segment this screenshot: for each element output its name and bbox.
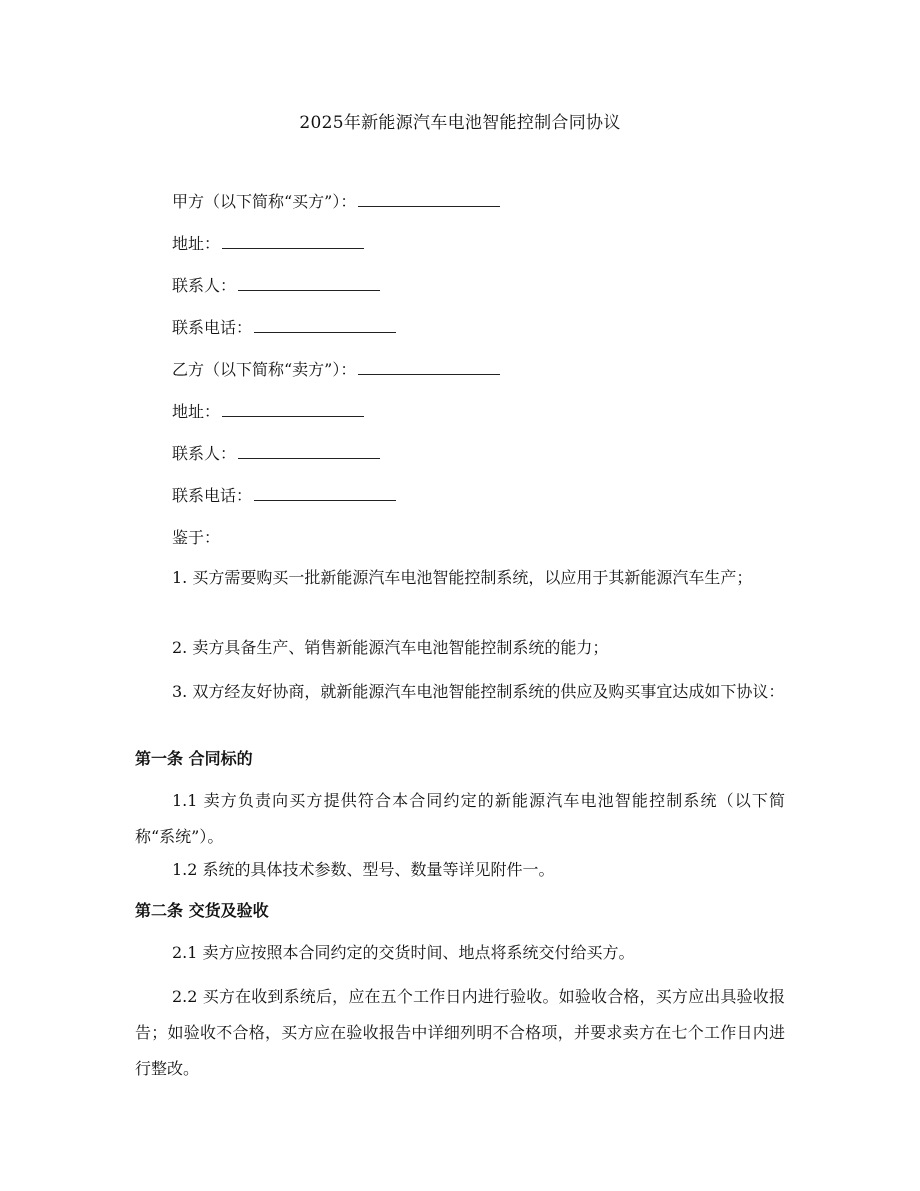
party-b-name-line bbox=[172, 360, 500, 380]
party-a-name-label: 甲方（以下简称“买方”）： bbox=[172, 192, 357, 211]
party-a-phone-blank bbox=[254, 318, 396, 333]
party-b-name-blank bbox=[358, 360, 500, 375]
party-b-contact-blank bbox=[238, 444, 380, 459]
whereas-item-3: 3. 双方经友好协商，就新能源汽车电池智能控制系统的供应及购买事宜达成如下协议： bbox=[172, 682, 785, 701]
party-a-contact-label: 联系人： bbox=[172, 276, 237, 295]
party-a-address-line bbox=[172, 234, 364, 254]
party-b-address-line bbox=[172, 402, 364, 422]
document-title: 2025年新能源汽车电池智能控制合同协议 bbox=[299, 113, 621, 133]
article-2-clause-2: 2.2 买方在收到系统后，应在五个工作日内进行验收。如验收合格，买方应出具验收报告；如验收不合格，买方应在验收报告中详细列明不合格项，并要求卖方在七个工作日内进行整改。 bbox=[135, 987, 785, 1078]
party-b-contact-line bbox=[172, 444, 380, 464]
party-b-address-blank bbox=[222, 402, 364, 417]
whereas-item-2: 2. 卖方具备生产、销售新能源汽车电池智能控制系统的能力； bbox=[172, 638, 609, 657]
article-1-clause-1: 1.1 卖方负责向买方提供符合本合同约定的新能源汽车电池智能控制系统（以下简称“系统”）。 bbox=[135, 791, 785, 846]
party-b-address-label: 地址： bbox=[172, 402, 221, 421]
party-a-phone-line bbox=[172, 318, 396, 338]
article-2-heading: 第二条 交货及验收 bbox=[135, 901, 269, 920]
party-b-name-label: 乙方（以下简称“卖方”）： bbox=[172, 360, 357, 379]
article-1-heading: 第一条 合同标的 bbox=[135, 749, 253, 768]
whereas-label: 鉴于： bbox=[172, 528, 221, 547]
article-1-clause-2: 1.2 系统的具体技术参数、型号、数量等详见附件一。 bbox=[172, 860, 555, 879]
party-a-phone-label: 联系电话： bbox=[172, 318, 253, 337]
party-a-contact-blank bbox=[238, 276, 380, 291]
party-a-address-label: 地址： bbox=[172, 234, 221, 253]
party-b-phone-line bbox=[172, 486, 396, 506]
party-a-contact-line bbox=[172, 276, 380, 296]
party-a-name-blank bbox=[358, 192, 500, 207]
whereas-item-1: 1. 买方需要购买一批新能源汽车电池智能控制系统，以应用于其新能源汽车生产； bbox=[172, 568, 753, 587]
party-a-address-blank bbox=[222, 234, 364, 249]
party-b-phone-blank bbox=[254, 486, 396, 501]
article-2-clause-1: 2.1 卖方应按照本合同约定的交货时间、地点将系统交付给买方。 bbox=[172, 943, 635, 962]
party-b-phone-label: 联系电话： bbox=[172, 486, 253, 505]
party-a-name-line bbox=[172, 192, 500, 212]
party-b-contact-label: 联系人： bbox=[172, 444, 237, 463]
